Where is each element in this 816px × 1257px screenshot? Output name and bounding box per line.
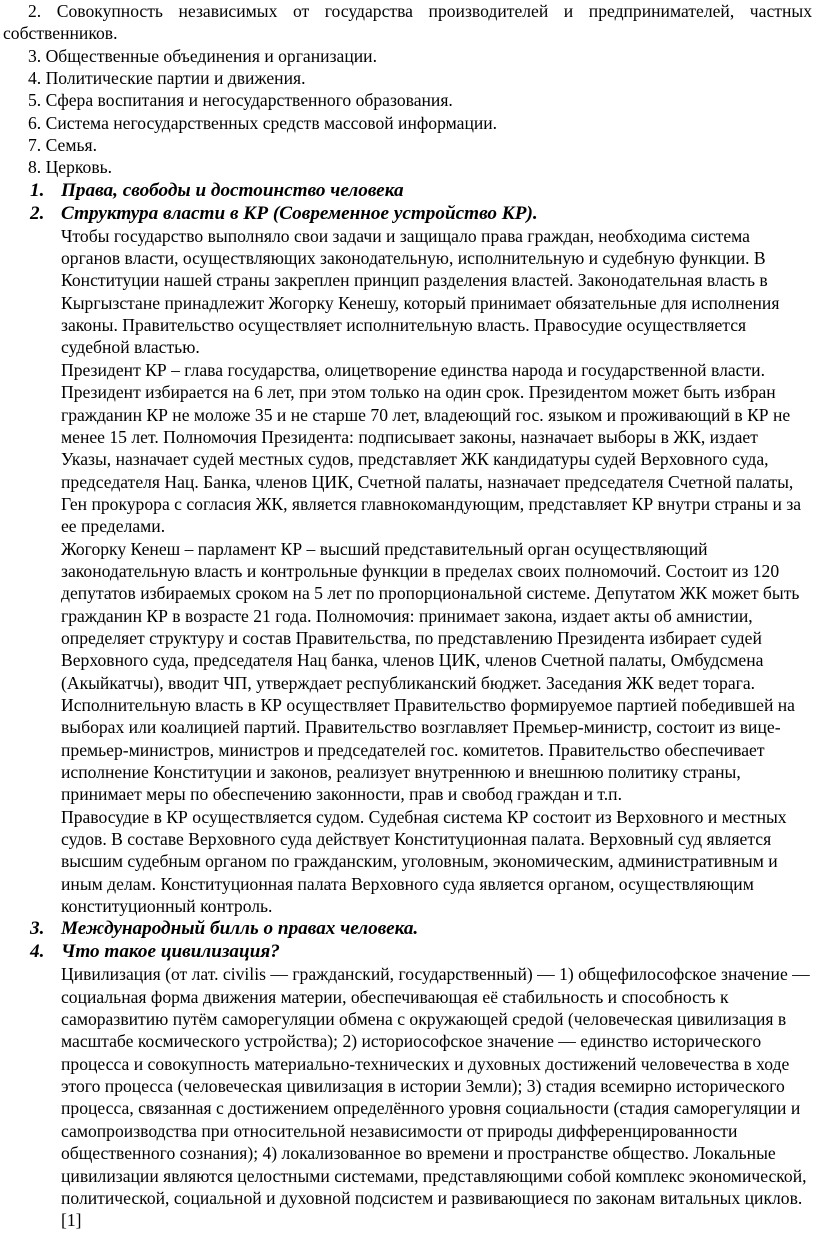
section-title: Права, свободы и достоинство человека — [61, 179, 404, 201]
paragraph: Исполнительную власть в КР осуществляет Правительство формируемое партией победившей на выборах или коалицией партий. Правительство возглавляет Премьер-министр, состоит из вице-премьер-министров, министров и председателей гос. комитетов. Правительство обеспечивает исполнение Конституции и законов, реализует внутреннюю и внешнюю политику страны, принимает меры по обеспечению законности, прав и свобод граждан и т.п. — [61, 694, 795, 805]
section-number: 2. — [30, 202, 45, 224]
list-item: 2. Совокупность независимых от государства производителей и предпринимателей, частных собственников. — [3, 1, 812, 44]
section-number: 3. — [30, 918, 45, 940]
list-item: 4. Политические партии и движения. — [28, 68, 306, 89]
section-body — [61, 963, 812, 1231]
section-number: 1. — [30, 179, 45, 201]
section-3 — [3, 917, 812, 940]
section-number: 4. — [30, 941, 45, 963]
list-item: 6. Система негосударственных средств массовой информации. — [28, 112, 498, 133]
paragraph: Жогорку Кенеш – парламент КР – высший представительный орган осуществляющий законодательную власть и контрольные функции в пределах своих полномочий. Состоит из 120 депутатов избираемых сроком на 5 лет по пропорциональной системе. Депутатом ЖК может быть гражданин КР в возрасте 21 года. Полномочия: принимает закона, издает акты об амнистии, определяет структуру и состав Правительства, по представлению Президента избирает судей Верховного суда, председателя Нац банка, членов ЦИК, членов Счетной палаты, Омбудсмена (Акыйкатчы), вводит ЧП, утверждает республиканский бюджет. Заседания ЖК ведет торага. — [61, 538, 800, 693]
section-title: Международный билль о правах человека. — [61, 918, 419, 940]
paragraph: Правосудие в КР осуществляется судом. Судебная система КР состоит из Верховного и местных судов. В составе Верховного суда действует Конституционная палата. Верховный суд является высшим судебным органом по гражданским, уголовным, экономическим, административным и иным делам. Конституционная палата Верховного суда является органом, осуществляющим конституционный контроль. — [61, 806, 787, 917]
section-heading — [3, 179, 812, 202]
list-item: 8. Церковь. — [28, 157, 113, 178]
section-heading — [3, 202, 812, 225]
section-2 — [3, 202, 812, 918]
paragraph: Чтобы государство выполняло свои задачи и защищало права граждан, необходима система органов власти, осуществляющих законодательную, исполнительную и судебную функции. В Конституции нашей страны закреплен принцип разделения властей. Законодательная власть в Кыргызстане принадлежит Жогорку Кенешу, который принимает обязательные для исполнения законы. Правительство осуществляет исполнительную власть. Правосудие осуществляется судебной властью. — [61, 225, 780, 358]
section-title: Структура власти в КР (Современное устройство КР). — [61, 202, 538, 224]
list-item: 5. Сфера воспитания и негосударственного образования. — [28, 90, 453, 111]
section-heading — [3, 940, 812, 963]
intro-list — [3, 0, 812, 179]
section-1 — [3, 179, 812, 202]
section-heading — [3, 917, 812, 940]
section-4 — [3, 940, 812, 1231]
paragraph: Цивилизация (от лат. civilis — гражданский, государственный) — 1) общефилософское значение — социальная форма движения материи, обеспечивающая её стабильность и способность к саморазвитию путём саморегуляции обмена с окружающей средой (человеческая цивилизация в масштабе космического устройства); 2) историософское значение — единство исторического процесса и совокупность материально-технических и духовных достижений человечества в ходе этого процесса (человеческая цивилизация в истории Земли); 3) стадия всемирно исторического процесса, связанная с достижением определённого уровня социальности (стадия саморегуляции и самопроизводства при относительной независимости от природы дифференцированности общественного сознания); 4) локализованное во времени и пространстве общество. Локальные цивилизации являются целостными системами, представляющими собой комплекс экономической, политической, социальной и духовной подсистем и развивающиеся по законам витальных циклов.[1] — [61, 964, 810, 1231]
section-title: Что такое цивилизация? — [61, 941, 280, 963]
list-item: 3. Общественные объединения и организации. — [28, 45, 377, 66]
section-body — [61, 225, 812, 918]
paragraph: Президент КР – глава государства, олицетворение единства народа и государственной власти. Президент избирается на 6 лет, при этом только на один срок. Президентом может быть избран гражданин КР не моложе 35 и не старше 70 лет, владеющий гос. языком и проживающий в КР не менее 15 лет. Полномочия Президента: подписывает законы, назначает выборы в ЖК, издает Указы, назначает судей местных судов, представляет ЖК кандидатуры судей Верховного суда, председателя Нац. Банка, членов ЦИК, Счетной палаты, назначает председателя Счетной палаты, Ген прокурора с согласия ЖК, является главнокомандующим, представляет КР внутри страны и за ее пределами. — [61, 359, 802, 537]
list-item: 7. Семья. — [28, 135, 98, 156]
